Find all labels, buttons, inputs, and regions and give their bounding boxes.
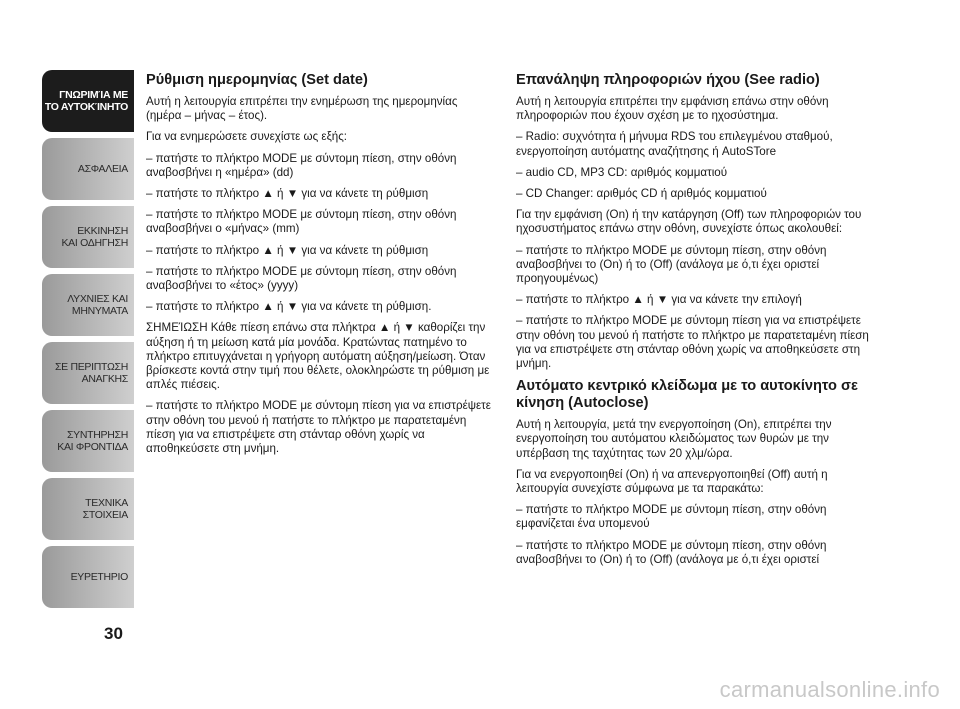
paragraph: Για να ενεργοποιηθεί (On) ή να απενεργοποιηθεί (Off) αυτή η λειτουργία συνεχίστε σύμφωνα με τα παρακάτω: — [516, 467, 828, 496]
paragraph: – audio CD, MP3 CD: αριθμός κομματιού — [516, 165, 728, 179]
paragraph: – πατήστε το πλήκτρο ▲ ή ▼ για να κάνετε τη ρύθμιση — [146, 243, 429, 257]
paragraph: – πατήστε το πλήκτρο MODE με σύντομη πίεση για να επιστρέψετε στην οθόνη του μενού ή πατήστε το πλήκτρο με παρατεταμένη πίεση για να επιστρέψετε στη στάνταρ οθόνη χωρίς να αποθηκεύσετε στη μνήμη. — [516, 314, 869, 371]
paragraph: – πατήστε το πλήκτρο MODE με σύντομη πίεση, στην οθόνη εμφανίζεται ένα υπομενού — [516, 503, 827, 531]
paragraph: – Radio: συχνότητα ή μήνυμα RDS του επιλεγμένου σταθμού, ενεργοποίηση αυτόματης αναζήτησης ή AutoSTore — [516, 130, 833, 158]
left-column — [146, 72, 494, 463]
tab-safety[interactable]: ΑΣΦΑΛΕΙΑ — [42, 138, 134, 200]
paragraph: – πατήστε το πλήκτρο MODE με σύντομη πίεση, στην οθόνη αναβοσβήνει το (On) ή το (Off) (ανάλογα με ό,τι έχει οριστεί — [516, 538, 827, 566]
tab-warning-lights[interactable]: ΛΥΧΝΙΕΣ ΚΑΙ ΜΗΝΥΜΑΤΑ — [42, 274, 134, 336]
section-title-see-radio: Επανάληψη πληροφοριών ήχου (See radio) — [516, 72, 820, 88]
tab-technical-data[interactable]: ΤΕΧΝΙΚΑ ΣΤΟΙΧΕΙΑ — [42, 478, 134, 540]
paragraph: Αυτή η λειτουργία επιτρέπει την ενημέρωση της ημερομηνίας (ημέρα – μήνας – έτος). — [146, 95, 458, 123]
tab-emergency[interactable]: ΣΕ ΠΕΡΙΠΤΩΣΗ ΑΝΑΓΚΗΣ — [42, 342, 134, 404]
paragraph: Αυτή η λειτουργία, μετά την ενεργοποίηση (On), επιτρέπει την ενεργοποίηση του αυτόματου κλειδώματος των θυρών με την υπέρβαση της ταχύτητας των 20 χλμ/ώρα. — [516, 418, 832, 460]
tab-maintenance[interactable]: ΣΥΝΤΗΡΗΣΗ ΚΑΙ ΦΡΟΝΤΙΔΑ — [42, 410, 134, 472]
tab-index[interactable]: ΕΥΡΕΤΗΡΙΟ — [42, 546, 134, 608]
paragraph: Για την εμφάνιση (On) ή την κατάργηση (Off) των πληροφοριών του ηχοσυστήματος επάνω στην οθόνη, συνεχίστε όπως ακολουθεί: — [516, 208, 862, 236]
note-paragraph: ΣΗΜΕΊΩΣΗ Κάθε πίεση επάνω στα πλήκτρα ▲ ή ▼ καθορίζει την αύξηση ή τη μείωση κατά μία μονάδα. Κρατώντας πατημένο το πλήκτρο επιτυγχάνεται η γρήγορη αυτόματη αύξηση/μείωση. Όταν βρίσκεστε κοντά στην τιμή που θέλετε, ολοκληρώστε τη ρύθμιση με απλές πιέσεις. — [146, 321, 490, 392]
watermark: carmanualsonline.info — [719, 677, 940, 702]
right-column — [516, 72, 880, 574]
paragraph: – πατήστε το πλήκτρο MODE με σύντομη πίεση, στην οθόνη αναβοσβήνει ο «μήνας» (mm) — [146, 208, 457, 236]
paragraph: Για να ενημερώσετε συνεχίστε ως εξής: — [146, 130, 348, 144]
paragraph: – πατήστε το πλήκτρο MODE με σύντομη πίεση, στην οθόνη αναβοσβήνει η «ημέρα» (dd) — [146, 151, 457, 179]
paragraph: – πατήστε το πλήκτρο MODE με σύντομη πίεση, στην οθόνη αναβοσβήνει το (On) ή το (Off) (ανάλογα με ό,τι έχει οριστεί προηγουμένως) — [516, 243, 827, 286]
section-title-autoclose: Αυτόματο κεντρικό κλείδωμα με το αυτοκίνητο σε κίνηση (Autoclose) — [516, 378, 858, 412]
page-number: 30 — [104, 624, 123, 643]
tab-starting-driving[interactable]: ΕΚΚΙΝΗΣΗ ΚΑΙ ΟΔΗΓΗΣΗ — [42, 206, 134, 268]
paragraph: – πατήστε το πλήκτρο MODE με σύντομη πίεση για να επιστρέψετε στην οθόνη του μενού ή πατήστε το πλήκτρο με παρατεταμένη πίεση για να επιστρέψετε στη στάνταρ οθόνη χωρίς να αποθηκεύσετε στη μνήμη. — [146, 399, 491, 456]
tab-getting-to-know-car[interactable]: ΓΝΩΡΙΜΊΑ ΜΕ ΤΟ ΑΥΤΟΚΊΝΗΤΟ — [42, 70, 134, 132]
section-title-set-date: Ρύθμιση ημερομηνίας (Set date) — [146, 72, 368, 88]
paragraph: Αυτή η λειτουργία επιτρέπει την εμφάνιση επάνω στην οθόνη πληροφοριών που έχουν σχέση με το ηχοσύστημα. — [516, 95, 829, 123]
paragraph: – πατήστε το πλήκτρο ▲ ή ▼ για να κάνετε τη ρύθμιση — [146, 187, 429, 201]
paragraph: – CD Changer: αριθμός CD ή αριθμός κομματιού — [516, 187, 767, 201]
paragraph: – πατήστε το πλήκτρο ▲ ή ▼ για να κάνετε τη ρύθμιση. — [146, 300, 432, 314]
paragraph: – πατήστε το πλήκτρο MODE με σύντομη πίεση, στην οθόνη αναβοσβήνει το «έτος» (yyyy) — [146, 264, 457, 293]
paragraph: – πατήστε το πλήκτρο ▲ ή ▼ για να κάνετε την επιλογή — [516, 293, 802, 307]
